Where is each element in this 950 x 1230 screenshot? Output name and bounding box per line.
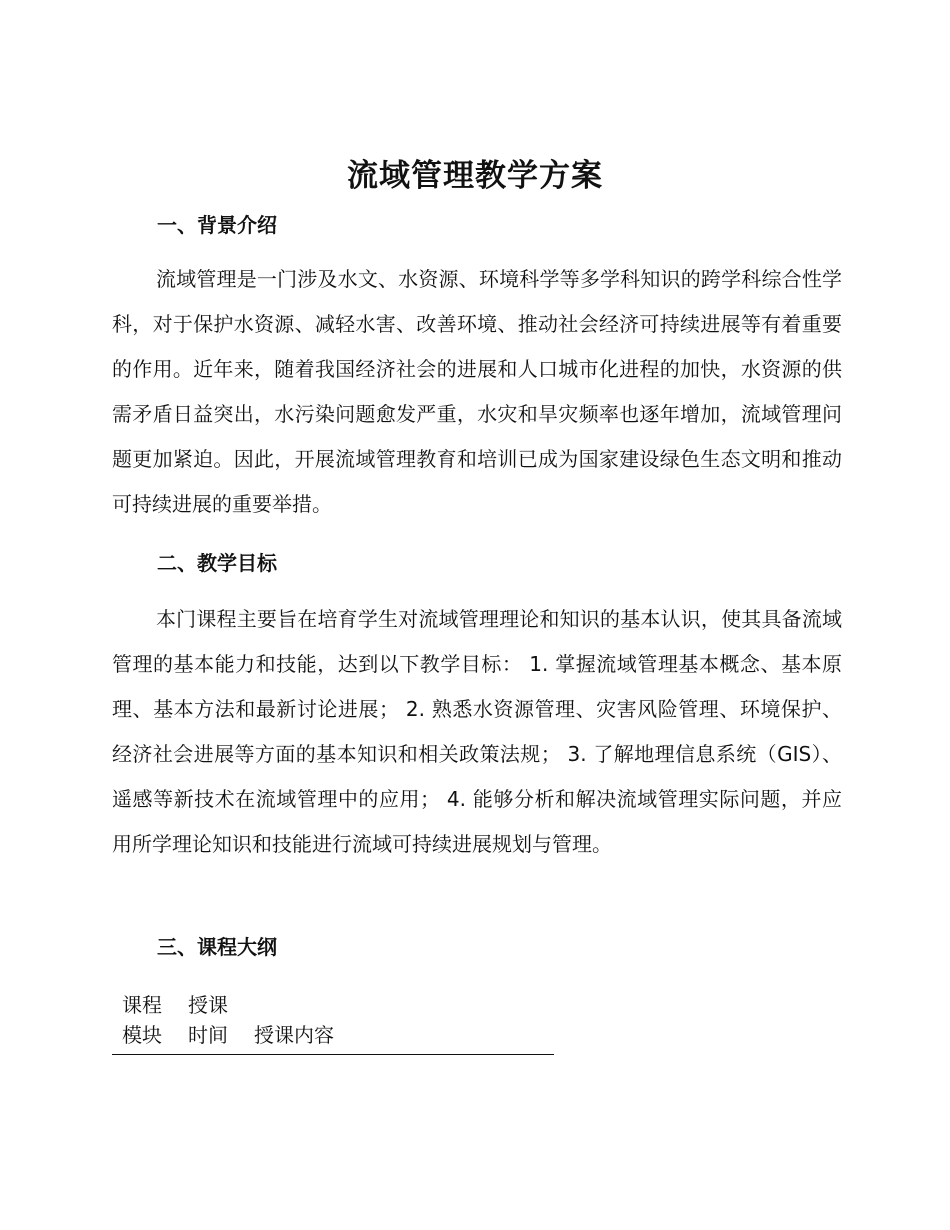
column-header-module — [112, 990, 178, 1055]
column-header-line: 授课内容 — [254, 1023, 334, 1047]
section-paragraph-background: 流域管理是一门涉及水文、水资源、环境科学等多学科知识的跨学科综合性学科，对于保护水资源、减轻水害、改善环境、推动社会经济可持续进展等有着重要的作用。近年来，随着我国经济社会的进展和人口城市化进程的加快，水资源的供需矛盾日益突出，水污染问题愈发严重，水灾和旱灾频率也逐年增加，流域管理问题更加紧迫。因此，开展流域管理教育和培训已成为国家建设绿色生态文明和推动可持续进展的重要举措。 — [112, 267, 842, 516]
section-paragraph-objectives: 本门课程主要旨在培育学生对流域管理理论和知识的基本认识，使其具备流域管理的基本能力和技能，达到以下教学目标： 1. 掌握流域管理基本概念、基本原理、基本方法和最新讨论进展； 2. 熟悉水资源管理、灾害风险管理、环境保护、经济社会进展等方面的基本知识和相关政策法规； 3. 了解地理信息系统（GIS）、遥感等新技术在流域管理中的应用； 4. 能够分析和解决流域管理实际问题，并应用所学理论知识和技能进行流域可持续进展规划与管理。 — [112, 607, 842, 856]
section-heading-objectives: 二、教学目标 — [157, 551, 277, 575]
column-header-line: 授课 — [188, 993, 228, 1017]
column-header-line: 时间 — [188, 1023, 228, 1047]
document-title: 流域管理教学方案 — [347, 158, 603, 194]
table-header-row — [112, 990, 554, 1055]
column-header-hours — [178, 990, 244, 1055]
course-outline-table — [112, 990, 554, 1055]
column-header-line: 模块 — [122, 1023, 162, 1047]
section-heading-background: 一、背景介绍 — [157, 213, 277, 237]
section-heading-outline: 三、课程大纲 — [157, 935, 277, 959]
column-header-content — [244, 990, 554, 1055]
column-header-line: 课程 — [122, 993, 162, 1017]
